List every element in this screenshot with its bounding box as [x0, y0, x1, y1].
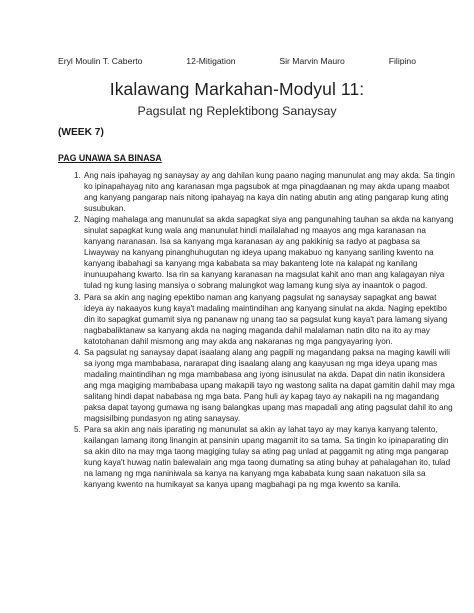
teacher-name: Sir Marvin Mauro [279, 56, 345, 66]
list-item: 4. Sa pagsulat ng sanaysay dapat isaalang alang ang pagpili ng magandang paksa na maging kawili wili sa iyong mga mambabasa, nararapat ding isaalang alang ang kaayusan ng mga ideya upang mas madaling maintindihan ng mga mambabasa ang iyong isinusulat na akda. Dapat din natin ikonsidera ang mga magiging mambabasa upang makapili tayo ng wastong salita na dapat gamitin dahil may mga salitang hindi dapat nababasa ng mga bata. Pang huli ay kapag tayo ay nakapili na ng magandang paksa dapat tayong gumawa ng isang balangkas upang mas mapadali ang ating pagsulat dahil ito ang magsisilbing pundasyon ng ating sanaysay. [83, 347, 457, 424]
list-item: 1. Ang nais ipahayag ng sanaysay ay ang dahilan kung paano naging manunulat ang may akda. Sa tingin ko ipinapahayag nito ang karanasan mga pagsubok at mga pinagdaanan ng may akda upang maabot ang kanyang pangarap nais nitong ipahayag na kaya din nating abutin ang ating pangarap kung ating susubukan. [83, 170, 457, 214]
list-item: 3. Para sa akin ang naging epektibo naman ang kanyang pagsulat ng sanaysay sapagkat ang bawat ideya ay nakaayos kung kaya't madaling maintindihan ang kanyang sinulat na akda. Naging epektibo din ito sapagkat gumamit siya ng pananaw ng unang tao sa pagsulat kung kaya't para lamang siyang nagbabaliktanaw sa kanyang akda na naging maganda dahil malalaman natin dito na ito ay may katotohanan dahil mismong ang may akda ang nakaranas ng mga pangyayaring iyon. [83, 292, 457, 347]
student-name: Eryl Moulin T. Caberto [58, 56, 143, 66]
week-label: (WEEK 7) [58, 127, 104, 138]
header-row [58, 56, 416, 66]
subject-name: Filipino [388, 56, 416, 66]
list-item: 5. Para sa akin ang nais iparating ng manunulat sa akin ay lahat tayo ay may kanya kanyang talento, kailangan lamang itong linangin at pansinin upang magamit ito sa tama. Sa tingin ko ipinaparating din sa akin dito na may mga taong magiging tulay sa ating pag unlad at paggamit ng ating mga pangarap kung kaya't huwag natin balewalain ang mga taong dumating sa ating buhay at pahalagahan ito, tulad na lamang ng mga naniniwala sa kanya na kanyang mga kababata kung saan nakatuon sila sa kanyang kwento na humikayat sa kanya upang magbahagi pa ng mga kwento sa kanila. [83, 424, 457, 490]
page-title: Ikalawang Markahan-Modyul 11: [109, 79, 365, 99]
page-subtitle: Pagsulat ng Replektibong Sanaysay [137, 104, 337, 118]
class-section: 12-Mitigation [186, 56, 236, 66]
list-item: 2. Naging mahalaga ang manunulat sa akda sapagkat siya ang pangunahing tauhan sa akda na kanyang sinulat sapagkat kung wala ang manunulat hindi mailalahad ng maayos ang mga karanasan na kanyang naranasan. Isa sa kanyang mga karanasan ay ang pakikinig sa radyo at pagbasa sa Liwayway na kanyang pinanghuhugutan ng ideya upang makabuo ng kanyang sariling kwento na kanyang ibabahagi sa kanyang mga kababata sa may bakanteng lote na kalapat ng kanilang inunuupahang kwarto. Isa rin sa kanyang karanasan na magsulat kahit ano man ang kalagayan niya tulad ng kung lasing mansiya o sobrang malungkot wag lamang kung siya ay inaantok o pagod. [83, 214, 457, 291]
answer-list [58, 170, 457, 490]
section-heading: PAG UNAWA SA BINASA [58, 153, 162, 163]
